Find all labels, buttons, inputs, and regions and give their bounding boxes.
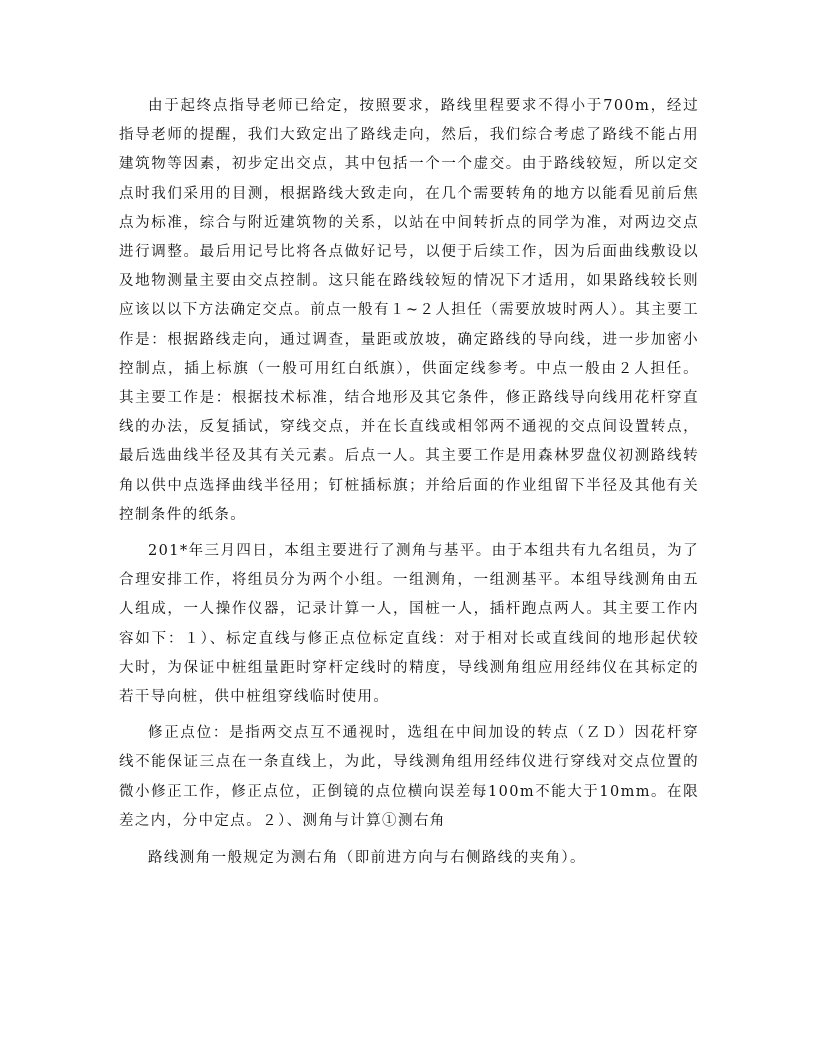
paragraph-right-angle: 路线测角一般规定为测右角（即前进方向与右侧路线的夹角）。 bbox=[148, 850, 586, 867]
document-body bbox=[119, 92, 699, 880]
paragraph-route-planning: 由于起终点指导老师已给定，按照要求，路线里程要求不得小于700m，经过指导老师的提醒，我们大致定出了路线走向，然后，我们综合考虑了路线不能占用建筑物等因素，初步定出交点，其中包括一个一个虚交。由于路线较短，所以定交点时我们采用的目测，根据路线大致走向，在几个需要转角的地方以能看见前后焦点为标准，综合与附近建筑物的关系，以站在中间转折点的同学为准，对两边交点进行调整。最后用记号比将各点做好记号，以便于后续工作，因为后面曲线敷设以及地物测量主要由交点控制。这只能在路线较短的情况下才适用，如果路线较长则应该以以下方法确定交点。前点一般有１~２人担任（需要放坡时两人）。其主要工作是：根据路线走向，通过调查，量距或放坡，确定路线的导向线，进一步加密小控制点，插上标旗（一般可用红白纸旗），供面定线参考。中点一般由２人担任。其主要工作是：根据技术标准，结合地形及其它条件，修正路线导向线用花杆穿直线的办法，反复插试，穿线交点，并在长直线或相邻两不通视的交点间设置转点，最后选曲线半径及其有关元素。后点一人。其主要工作是用森林罗盘仪初测路线转角以供中点选择曲线半径用；钉桩插标旗；并给后面的作业组留下半径及其他有关控制条件的纸条。 bbox=[119, 98, 699, 523]
paragraph-angle-survey: 201*年三月四日，本组主要进行了测角与基平。由于本组共有九名组员，为了合理安排工作，将组员分为两个小组。一组测角，一组测基平。本组导线测角由五人组成，一人操作仪器，记录计算一人，国桩一人，插杆跑点两人。其主要工作内容如下：１）、标定直线与修正点位标定直线：对于相对长或直线间的地形起伏较大时，为保证中桩组量距时穿杆定线时的精度，导线测角组应用经纬仪在其标定的若干导向桩，供中桩组穿线临时使用。 bbox=[119, 543, 699, 706]
paragraph-point-correction: 修正点位：是指两交点互不通视时，选组在中间加设的转点（ＺＤ）因花杆穿线不能保证三点在一条直线上，为此，导线测角组用经纬仪进行穿线对交点位置的微小修正工作，修正点位，正倒镜的点位横向误差每100m不能大于10mm。在限差之内，分中定点。２）、测角与计算①测右角 bbox=[119, 725, 699, 829]
